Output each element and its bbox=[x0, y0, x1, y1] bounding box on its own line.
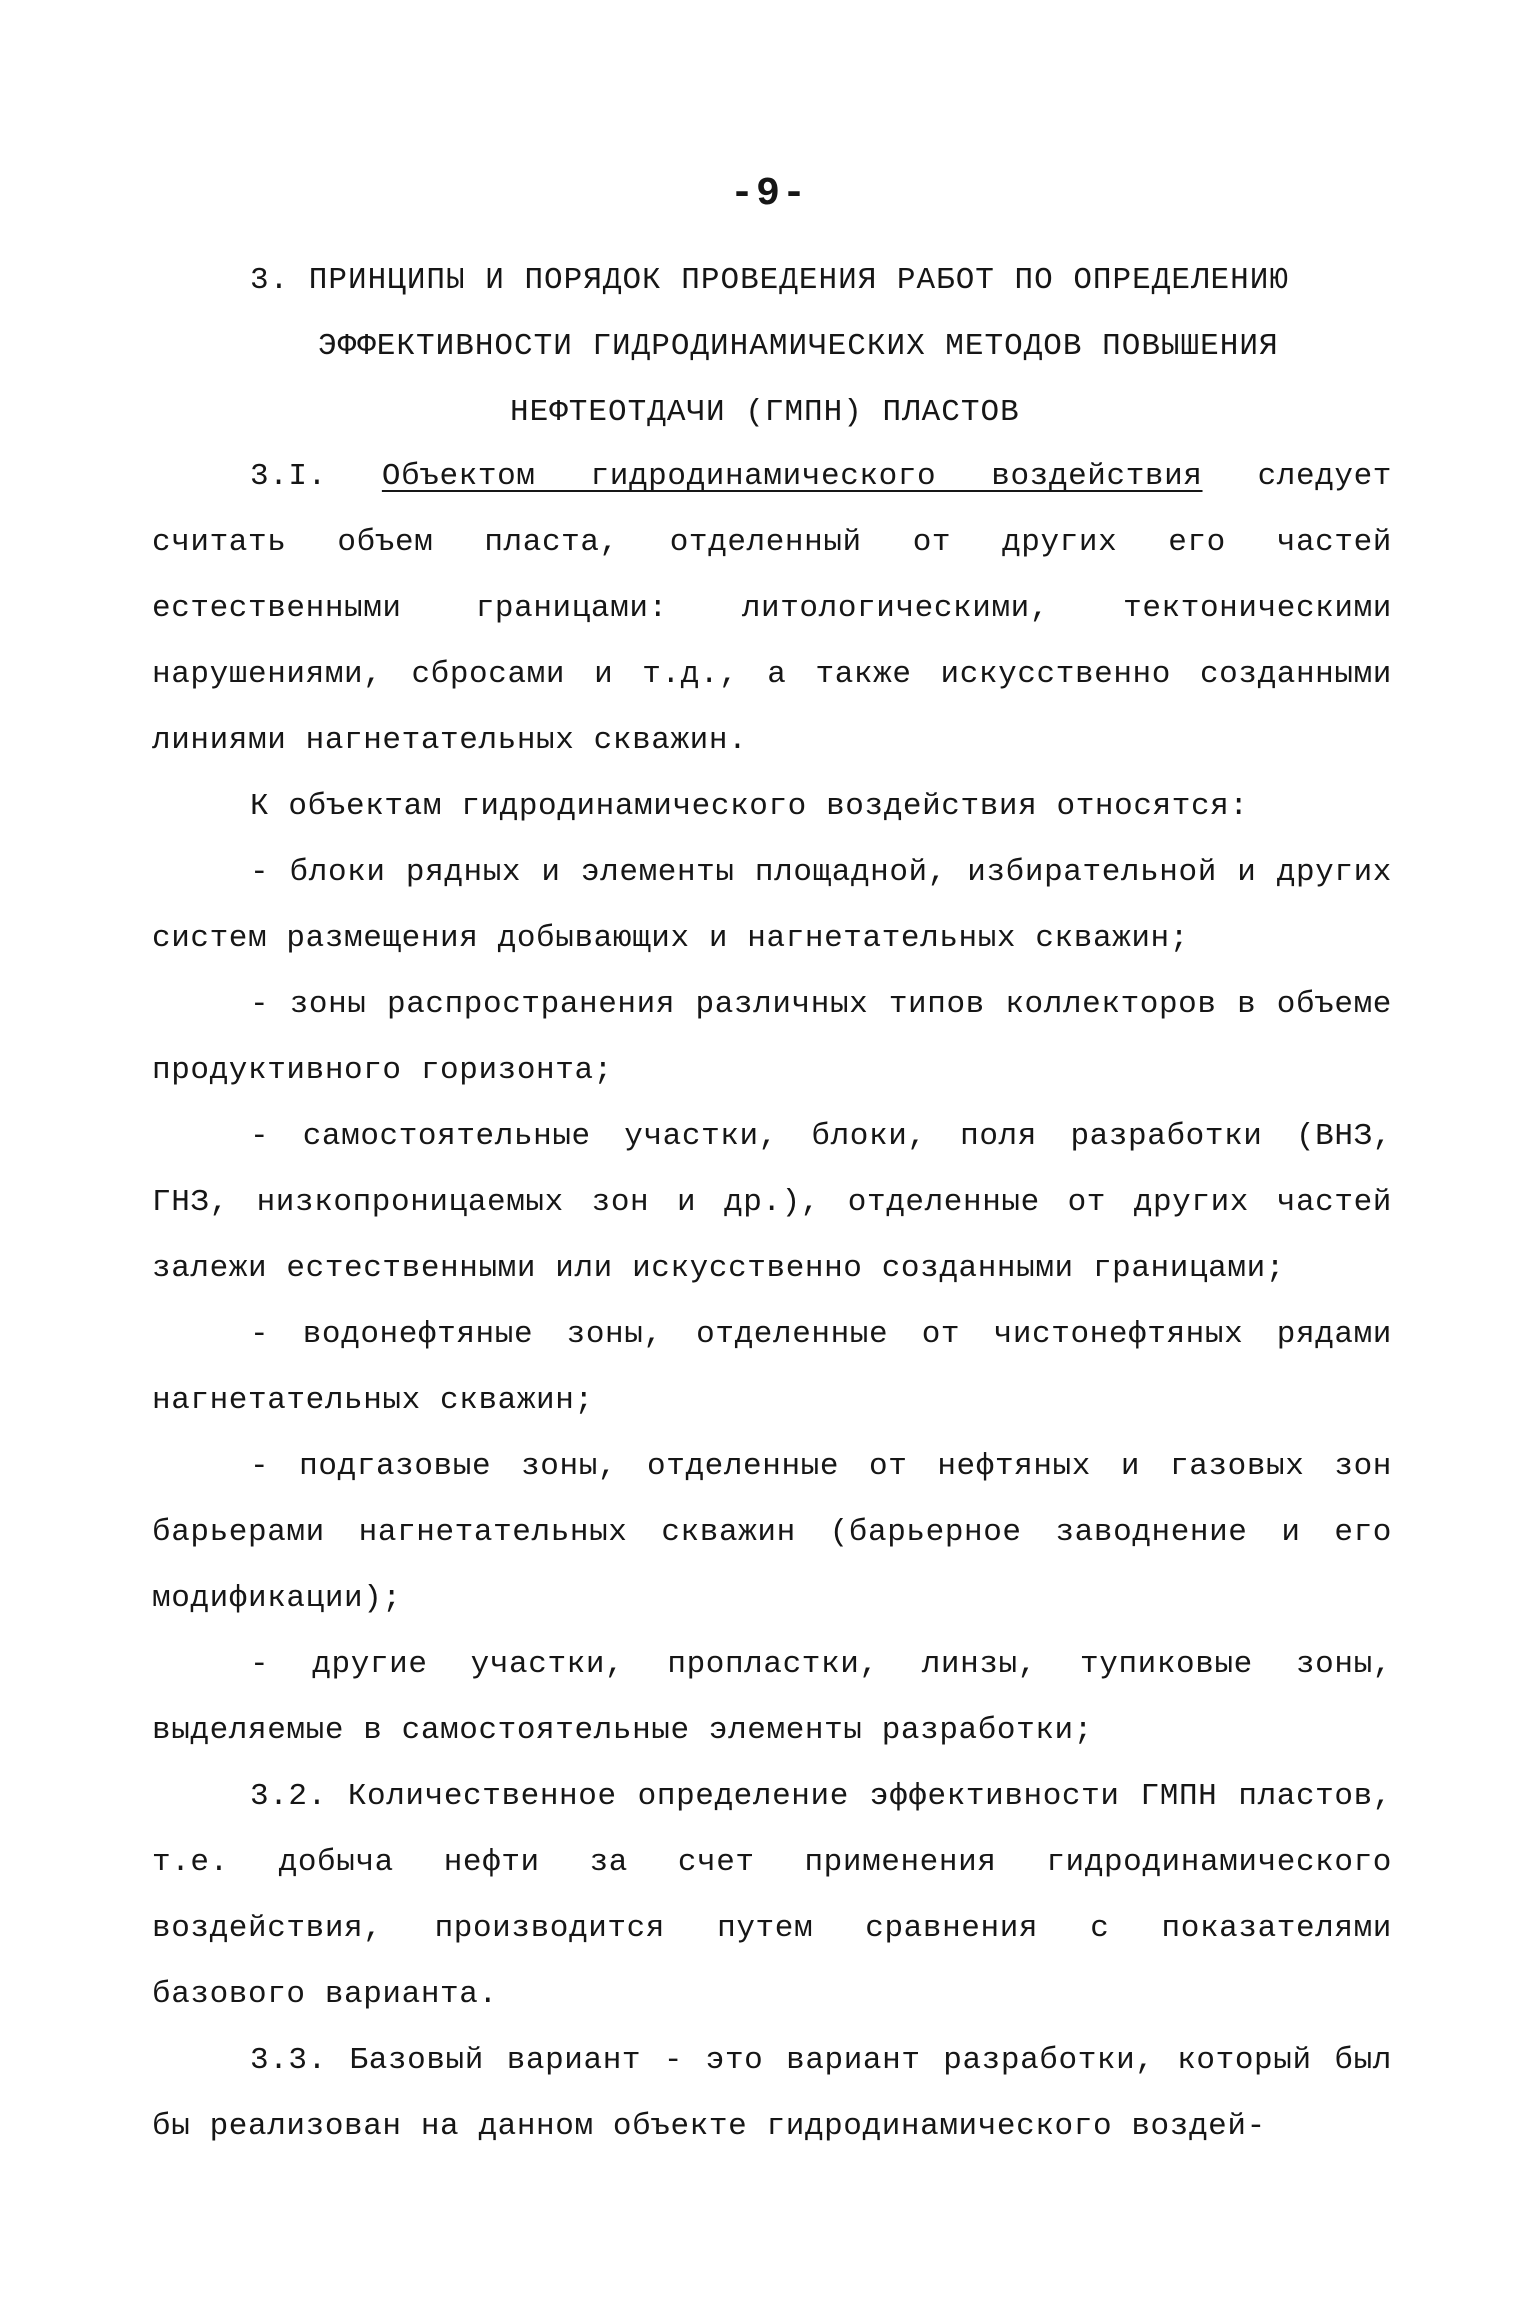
objects-intro: К объектам гидродинамического воздействия относятся: bbox=[250, 789, 1249, 824]
list-item: - самостоятельные участки, блоки, поля разработки (ВНЗ, ГНЗ, низкопроницаемых зон и др.), отделенные от других частей залежи естественными или искусственно созданными границами; bbox=[152, 1119, 1392, 1286]
heading-line-3: НЕФТЕОТДАЧИ (ГМПН) ПЛАСТОВ bbox=[510, 395, 1020, 430]
list-item: - зоны распространения различных типов коллекторов в объеме продуктивного горизонта; bbox=[152, 987, 1392, 1088]
paragraph-3-1-term: Объектом гидродинамического воздействия bbox=[381, 459, 1203, 494]
list-item: - водонефтяные зоны, отделенные от чистонефтяных рядами нагнетательных скважин; bbox=[152, 1317, 1392, 1418]
paragraph-3-1-text: следует считать объем пласта, отделенный от других его частей естественными границами: литологическими, тектоническими нарушениями, сбросами и т.д., а также искусственно созданными линиями нагнетательных скважин. bbox=[152, 459, 1392, 758]
page-number: -9- bbox=[729, 172, 808, 217]
paragraph-3-3: 3.3. Базовый вариант - это вариант разработки, который был бы реализован на данном объекте гидродинамического воздей- bbox=[152, 2043, 1392, 2144]
list-item: - блоки рядных и элементы площадной, избирательной и других систем размещения добывающих и нагнетательных скважин; bbox=[152, 855, 1392, 956]
section-heading bbox=[250, 248, 1400, 446]
paragraph-3-1-number: 3.I. bbox=[250, 459, 382, 494]
list-item: - другие участки, пропластки, линзы, тупиковые зоны, выделяемые в самостоятельные элементы разработки; bbox=[152, 1647, 1392, 1748]
heading-line-1: 3. ПРИНЦИПЫ И ПОРЯДОК ПРОВЕДЕНИЯ РАБОТ ПО ОПРЕДЕЛЕНИЮ bbox=[250, 263, 1289, 298]
paragraph-3-1 bbox=[152, 444, 1392, 774]
heading-line-2: ЭФФЕКТИВНОСТИ ГИДРОДИНАМИЧЕСКИХ МЕТОДОВ ПОВЫШЕНИЯ bbox=[318, 329, 1279, 364]
body-text bbox=[152, 444, 1392, 2160]
list-item: - подгазовые зоны, отделенные от нефтяных и газовых зон барьерами нагнетательных скважин (барьерное заводнение и его модификации); bbox=[152, 1449, 1392, 1616]
paragraph-3-2: 3.2. Количественное определение эффективности ГМПН пластов, т.е. добыча нефти за счет применения гидродинамического воздействия, производится путем сравнения с показателями базового варианта. bbox=[152, 1779, 1392, 2012]
